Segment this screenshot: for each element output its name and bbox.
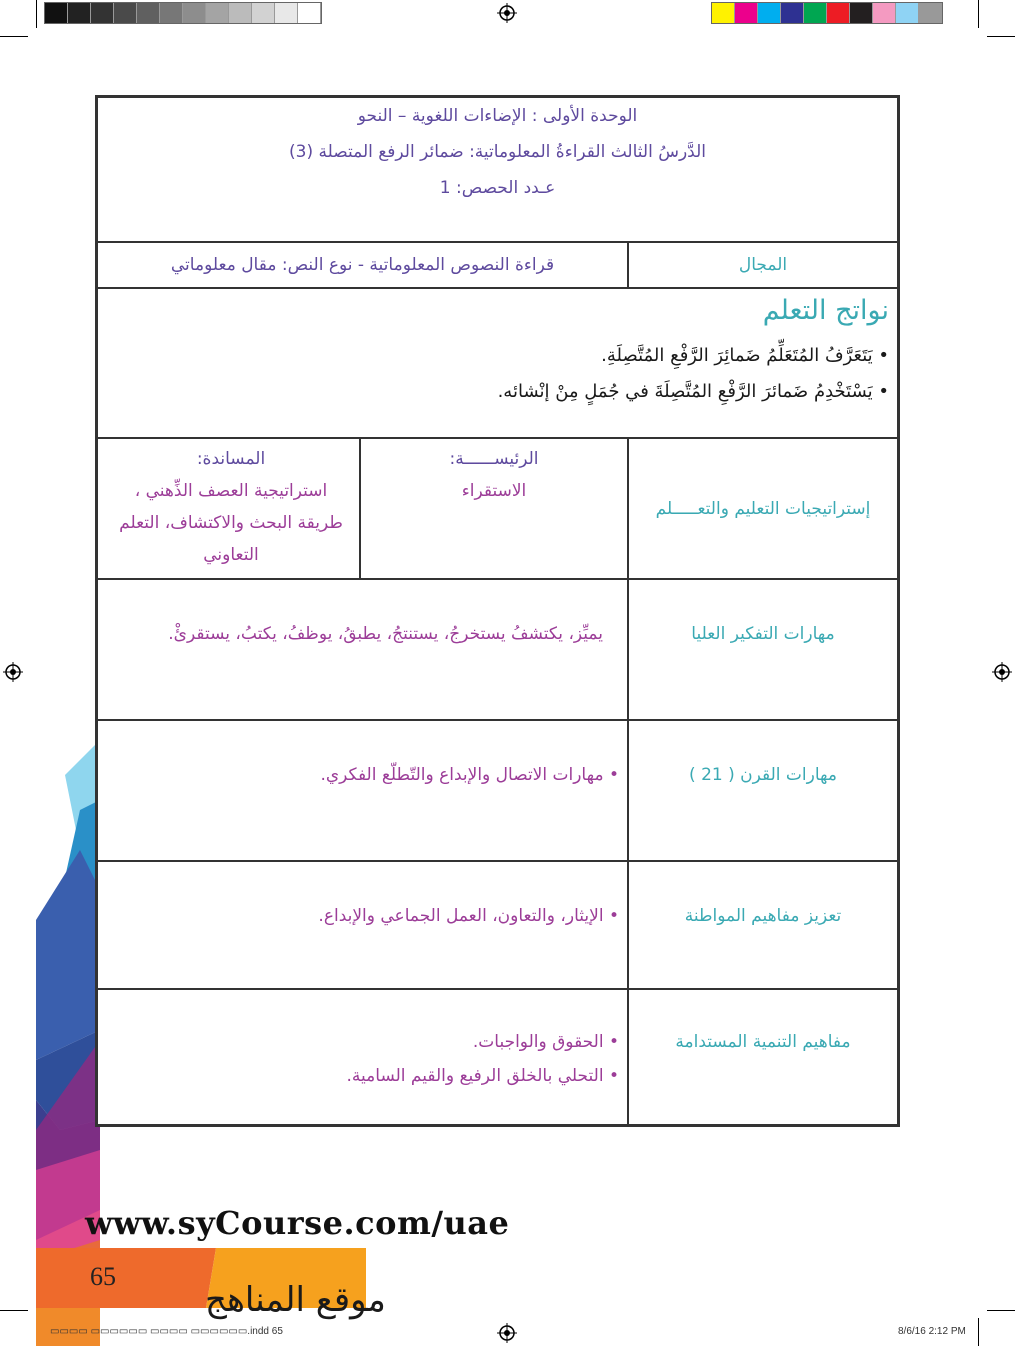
century-skill-item: • مهارات الاتصال والإبداع والتّطلّع الفكري.	[320, 765, 619, 785]
crop-mark	[978, 1318, 979, 1346]
color-calibration-bar	[711, 2, 943, 24]
thinking-skills-label: مهارات التفكير العليا	[691, 624, 835, 644]
page-number: 65	[90, 1262, 116, 1291]
lesson-header-row	[98, 98, 897, 243]
strategies-row	[98, 439, 897, 580]
registration-mark-left	[3, 662, 23, 682]
periods-count: عـدد الحصص: 1	[439, 178, 556, 198]
color-swatch	[160, 3, 183, 23]
color-swatch	[183, 3, 206, 23]
color-swatch	[91, 3, 114, 23]
thinking-skills-value: يميِّز، يكتشفُ يستخرجُ، يستنتجُ، يطبقُ، يوظفُ، يكتبُ، يستقرئْ.	[168, 624, 603, 644]
citizenship-label: تعزيز مفاهيم المواطنة	[684, 906, 842, 926]
field-value: قراءة النصوص المعلوماتية - نوع النص: مقال معلوماتي	[170, 255, 555, 275]
gray-color-bar	[44, 2, 322, 24]
color-swatch	[873, 3, 896, 23]
color-swatch	[919, 3, 942, 23]
color-swatch	[758, 3, 781, 23]
unit-title: الوحدة الأولى : الإضاءات اللغوية – النحو	[357, 106, 638, 126]
brand-watermark: موقع المناهج	[205, 1280, 386, 1320]
field-row	[98, 243, 897, 289]
thinking-skills-row	[98, 580, 897, 721]
color-swatch	[45, 3, 68, 23]
century-skills-label: مهارات القرن ( 21 )	[689, 765, 837, 785]
color-swatch	[275, 3, 298, 23]
color-swatch	[781, 3, 804, 23]
citizenship-item: • الإيثار، والتعاون، العمل الجماعي والإبداع.	[318, 906, 619, 926]
color-swatch	[850, 3, 873, 23]
color-swatch	[298, 3, 321, 23]
outcome-item: • يَتَعَرَّفُ المُتَعَلِّمُ ضَمائِرَ الرَّفْعِ المُتَّصِلَةِ.	[601, 345, 889, 366]
crop-mark	[987, 36, 1015, 37]
outcomes-title: نواتج التعلم	[762, 295, 889, 326]
lesson-title: الدَّرسُ الثالث القراءةُ المعلوماتية: ضمائر الرفع المتصلة (3)	[289, 142, 706, 162]
color-swatch	[712, 3, 735, 23]
registration-mark-top	[497, 3, 517, 23]
lesson-plan-table	[95, 95, 900, 1127]
color-swatch	[804, 3, 827, 23]
support-strategy-line: طريقة البحث والاكتشاف، التعلم	[119, 513, 343, 533]
website-url[interactable]: www.syCourse.com/uae	[85, 1204, 510, 1242]
support-strategy-line: التعاوني	[203, 545, 259, 565]
color-swatch	[735, 3, 758, 23]
crop-mark	[987, 1310, 1015, 1311]
field-label: المجال	[738, 255, 788, 275]
print-slug-file: ▭▭▭▭ ▭▭▭▭▭▭ ▭▭▭▭ ▭▭▭▭▭▭.indd 65	[50, 1326, 283, 1337]
crop-mark	[36, 0, 37, 28]
citizenship-row	[98, 862, 897, 990]
support-strategy-heading: المساندة:	[196, 449, 266, 469]
color-swatch	[68, 3, 91, 23]
sustainability-item: • الحقوق والواجبات.	[472, 1032, 619, 1052]
color-swatch	[114, 3, 137, 23]
outcome-item: • يَسْتَخْدِمُ ضَمائرَ الرَّفْعِ المُتَّصِلَةَ في جُمَلٍ مِنْ إنْشائه.	[497, 381, 889, 402]
color-swatch	[827, 3, 850, 23]
learning-outcomes-row	[98, 289, 897, 439]
color-swatch	[252, 3, 275, 23]
color-swatch	[206, 3, 229, 23]
crop-mark	[978, 0, 979, 28]
strategies-label: إستراتيجيات التعليم والتعـــــلم	[655, 498, 871, 519]
registration-mark-bottom	[497, 1323, 517, 1343]
color-swatch	[137, 3, 160, 23]
registration-mark-right	[992, 662, 1012, 682]
color-swatch	[229, 3, 252, 23]
sustainability-label: مفاهيم التنمية المستدامة	[675, 1032, 851, 1052]
sustainability-item: • التحلي بالخلق الرفيع والقيم السامية.	[346, 1066, 619, 1086]
main-strategy-heading: الرئيســــــة:	[449, 449, 539, 469]
crop-mark	[0, 36, 28, 37]
main-strategy-value: الاستقراء	[461, 481, 527, 501]
color-swatch	[896, 3, 919, 23]
support-strategy-line: استراتيجية العصف الذِّهني ،	[134, 481, 328, 501]
print-slug-date: 8/6/16 2:12 PM	[898, 1326, 966, 1337]
century-skills-row	[98, 721, 897, 862]
sustainability-row	[98, 990, 897, 1127]
